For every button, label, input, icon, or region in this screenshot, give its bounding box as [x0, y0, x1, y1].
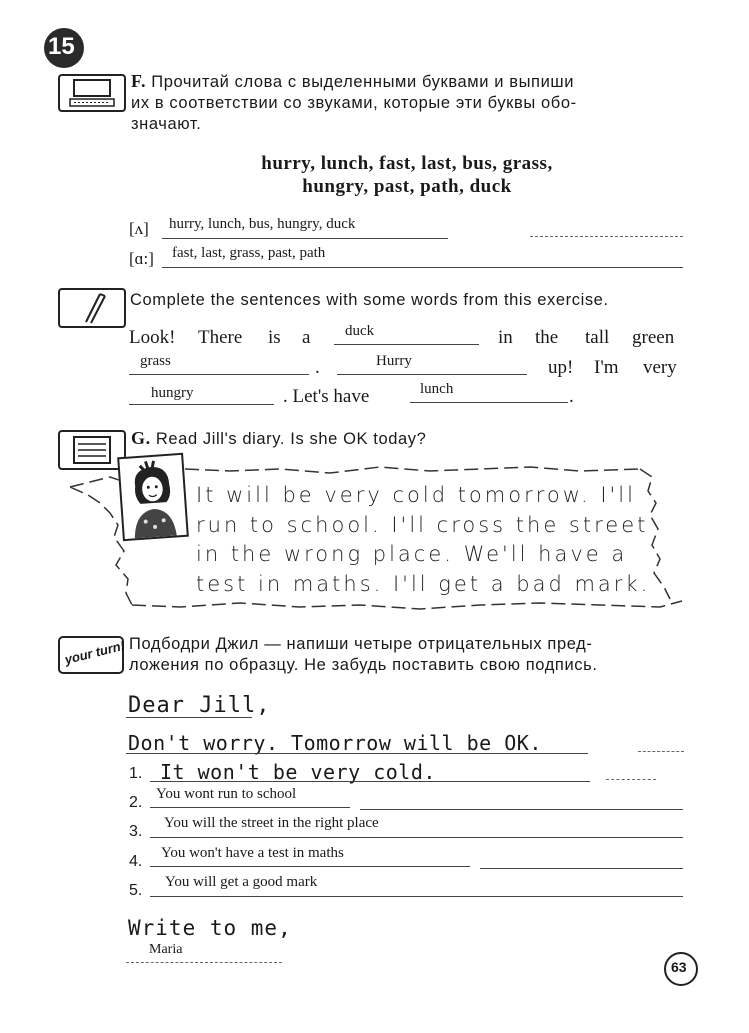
computer-icon	[58, 74, 126, 112]
girl-portrait	[117, 453, 189, 541]
blank1-line	[334, 344, 479, 345]
blank2-line	[129, 374, 309, 375]
word-a: a	[302, 327, 311, 348]
word-list-line2: hungry, past, path, duck	[302, 176, 512, 197]
section-g-instruction-text: Read Jill's diary. Is she OK today?	[155, 430, 427, 448]
unit-badge-number: 15	[48, 33, 75, 60]
item-1-number: 1.	[129, 765, 143, 782]
signature-line	[126, 962, 282, 963]
word-very: very	[643, 357, 677, 378]
intro-line	[126, 753, 588, 754]
item-3-number: 3.	[129, 823, 143, 840]
sound1-line-dashed	[530, 236, 683, 237]
word-the: the	[535, 327, 559, 348]
word-there: There	[198, 327, 243, 348]
item-4-number: 4.	[129, 853, 143, 870]
your-turn-badge-text: your turn!	[63, 637, 127, 668]
sound1-answer[interactable]: hurry, lunch, bus, hungry, duck	[169, 216, 356, 232]
page-number-badge	[664, 952, 698, 986]
word-list-line1: hurry, lunch, fast, last, bus, grass,	[261, 153, 553, 174]
intro-line-dashed	[638, 751, 684, 752]
item-1-text: It won't be very cold.	[160, 760, 436, 784]
section-f-instruction-line1: Прочитай слова с выделенными буквами и выпиши	[151, 73, 575, 91]
letter-intro: Don't worry. Tomorrow will be OK.	[128, 731, 542, 755]
sound-symbol-short-u: [ʌ]	[129, 219, 149, 238]
your-turn-instruction-line2: ложения по образцу. Не забудь поставить свою подпись.	[129, 656, 598, 674]
letter-greeting: Dear Jill,	[128, 693, 271, 718]
period-1: .	[315, 357, 320, 378]
section-f-letter: F.	[131, 71, 147, 91]
word-green: green	[632, 327, 675, 348]
sound2-line	[162, 267, 683, 268]
item-5-number: 5.	[129, 882, 143, 899]
page-number: 63	[671, 959, 687, 975]
sound1-line	[162, 238, 448, 239]
period-2: .	[569, 386, 574, 407]
your-turn-instruction-line1: Подбодри Джил — напиши четыре отрицательных пред-	[129, 635, 593, 653]
blank3-line	[337, 374, 527, 375]
section-f-instruction-line2: их в соответствии со звуками, которые эти буквы обо-	[131, 94, 577, 112]
letter-closing: Write to me,	[128, 916, 292, 940]
greeting-line	[126, 717, 252, 718]
item-3-text[interactable]: You will the street in the right place	[164, 815, 379, 831]
item-1-line	[150, 781, 590, 782]
complete-instruction: Complete the sentences with some words from this exercise.	[130, 291, 609, 309]
diary-line-2: run to school. I'll cross the street	[196, 513, 649, 537]
word-tall: tall	[585, 327, 610, 348]
word-in: in	[498, 327, 513, 348]
pencil-icon	[58, 288, 126, 328]
unit-badge	[44, 28, 84, 68]
item-3-line	[150, 837, 683, 838]
your-turn-badge	[58, 636, 127, 674]
section-f-instruction	[131, 71, 691, 135]
item-5-line	[150, 896, 683, 897]
item-5-text[interactable]: You will get a good mark	[165, 874, 318, 890]
blank4-answer[interactable]: hungry	[151, 385, 194, 401]
item-4-line-right	[480, 868, 683, 869]
lets-have: . Let's have	[283, 386, 370, 407]
diary-line-3: in the wrong place. We'll have a	[196, 542, 628, 566]
sound-symbol-long-a: [ɑ:]	[129, 249, 154, 268]
diary-line-4: test in maths. I'll get a bad mark.	[196, 572, 651, 596]
item-4-line	[150, 866, 470, 867]
item-2-line	[150, 807, 350, 808]
section-g-letter: G.	[131, 428, 151, 448]
diary-line-1: It will be very cold tomorrow. I'll	[196, 483, 636, 507]
word-is: is	[268, 327, 281, 348]
blank5-answer[interactable]: lunch	[420, 381, 454, 397]
item-2-line-right	[360, 809, 683, 810]
blank3-answer[interactable]: Hurry	[376, 353, 412, 369]
word-list	[131, 152, 683, 198]
word-im: I'm	[594, 357, 619, 378]
sound2-answer[interactable]: fast, last, grass, past, path	[172, 245, 326, 261]
item-1-line-dashed	[606, 779, 656, 780]
blank2-answer[interactable]: grass	[140, 353, 171, 369]
section-f-instruction-line3: значают.	[131, 115, 202, 133]
section-g-instruction	[131, 428, 426, 450]
word-up: up!	[548, 357, 574, 378]
blank5-line	[410, 402, 568, 403]
item-2-number: 2.	[129, 794, 143, 811]
item-4-text[interactable]: You won't have a test in maths	[161, 845, 344, 861]
blank4-line	[129, 404, 274, 405]
your-turn-instruction	[129, 634, 689, 676]
signature[interactable]: Maria	[149, 942, 183, 957]
word-look: Look!	[129, 327, 176, 348]
blank1-answer[interactable]: duck	[345, 323, 375, 339]
item-2-text[interactable]: You wont run to school	[156, 786, 297, 802]
